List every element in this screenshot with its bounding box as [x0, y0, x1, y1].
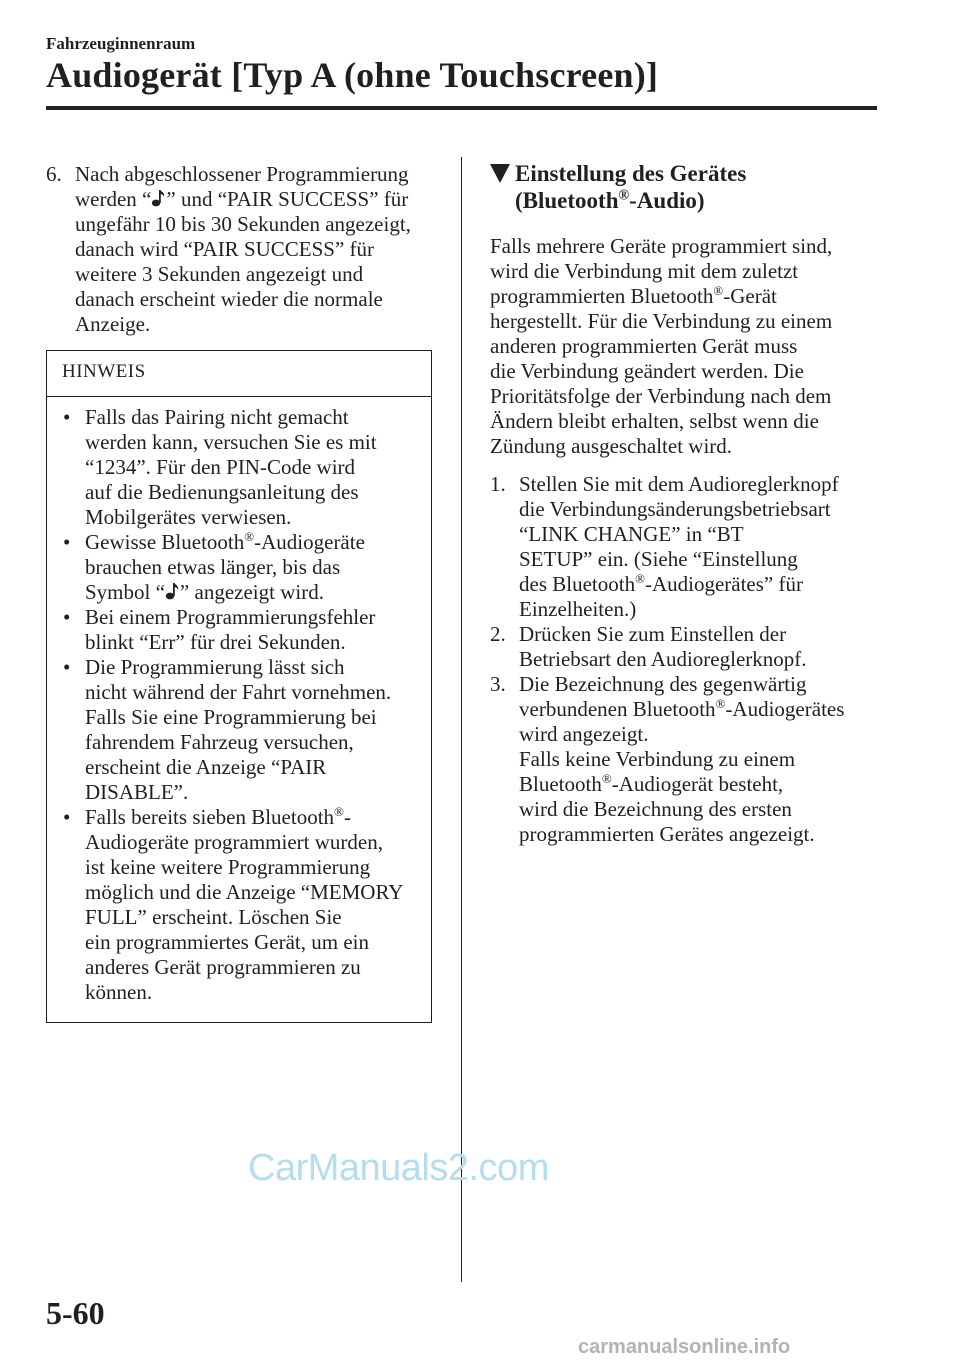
step-line: Falls keine Verbindung zu einem — [519, 747, 796, 771]
step-3 — [490, 672, 870, 847]
bullet-line: “1234”. Für den PIN-Code wird — [85, 455, 356, 479]
bullet-line: anderes Gerät programmieren zu — [85, 955, 361, 979]
step-line: die Verbindungsänderungsbetriebsart — [519, 497, 831, 521]
step-line: wird angezeigt. — [519, 722, 649, 746]
note-heading: HINWEIS — [47, 351, 431, 397]
bullet-line: nicht während der Fahrt vornehmen. — [85, 680, 392, 704]
registered-mark: ® — [618, 187, 630, 204]
intro-line: Prioritätsfolge der Verbindung nach dem — [490, 384, 832, 408]
page-title: Audiogerät [Typ A (ohne Touchscreen)] — [46, 55, 659, 95]
heading-line: (Bluetooth®-Audio) — [515, 187, 705, 213]
column-divider — [461, 157, 462, 1282]
note-bullets — [47, 397, 431, 1005]
note-bullet — [63, 605, 431, 655]
step-2 — [490, 622, 870, 672]
step-number: 2. — [490, 622, 506, 646]
step-line: weitere 3 Sekunden angezeigt und — [75, 262, 364, 286]
step-number: 1. — [490, 472, 506, 496]
step-line: danach erscheint wieder die normale — [75, 287, 383, 311]
intro-line: Ändern bleibt erhalten, selbst wenn die — [490, 409, 819, 433]
step-line: Drücken Sie zum Einstellen der — [519, 622, 787, 646]
step-line: danach wird “PAIR SUCCESS” für — [75, 237, 375, 261]
bullet-line: Falls Sie eine Programmierung bei — [85, 705, 377, 729]
step-line: ungefähr 10 bis 30 Sekunden angezeigt, — [75, 212, 411, 236]
step-line: SETUP” ein. (Siehe “Einstellung — [519, 547, 798, 571]
intro-line: anderen programmierten Gerät muss — [490, 334, 798, 358]
bullet-line: fahrendem Fahrzeug versuchen, — [85, 730, 354, 754]
bullet-line: ein programmiertes Gerät, um ein — [85, 930, 369, 954]
note-box — [46, 350, 432, 1023]
step-line: Die Bezeichnung des gegenwärtig — [519, 672, 807, 696]
intro-line: programmierten Bluetooth®-Gerät — [490, 283, 777, 308]
step-line: verbundenen Bluetooth®-Audiogerätes — [519, 696, 845, 721]
step-line: Stellen Sie mit dem Audioreglerknopf — [519, 472, 839, 496]
bullet-dot: • — [63, 605, 71, 629]
step-line: werden “ ” und “PAIR SUCCESS” für — [75, 187, 409, 211]
left-column — [46, 162, 441, 337]
music-note-icon — [151, 188, 166, 208]
intro-paragraph — [490, 234, 870, 459]
bullet-line: brauchen etwas länger, bis das — [85, 555, 341, 579]
bullet-line: blinkt “Err” für drei Sekunden. — [85, 630, 346, 654]
bullet-dot: • — [63, 530, 71, 554]
intro-line: wird die Verbindung mit dem zuletzt — [490, 259, 799, 283]
intro-line: hergestellt. Für die Verbindung zu einem — [490, 309, 833, 333]
registered-mark: ® — [635, 571, 645, 587]
bullet-line: Falls das Pairing nicht gemacht — [85, 405, 349, 429]
bullet-dot: • — [63, 405, 71, 429]
section-heading — [490, 160, 870, 214]
registered-mark: ® — [334, 804, 344, 820]
bullet-line: Symbol “ ” angezeigt wird. — [85, 580, 324, 604]
registered-mark: ® — [244, 529, 255, 545]
bullet-line: Gewisse Bluetooth®-Audiogeräte — [85, 529, 365, 554]
down-triangle-icon — [490, 164, 510, 183]
section-label: Fahrzeuginnenraum — [46, 34, 196, 53]
bullet-line: möglich und die Anzeige “MEMORY — [85, 880, 404, 904]
step-line: Nach abgeschlossener Programmierung — [75, 162, 409, 186]
bullet-line: Bei einem Programmierungsfehler — [85, 605, 376, 629]
intro-line: die Verbindung geändert werden. Die — [490, 359, 804, 383]
bullet-line: auf die Bedienungsanleitung des — [85, 480, 359, 504]
bullet-line: FULL” erscheint. Löschen Sie — [85, 905, 342, 929]
footer-watermark: carmanualsonline.info — [578, 1336, 791, 1358]
step-number: 3. — [490, 672, 506, 696]
heading-line: Einstellung des Gerätes — [515, 161, 747, 186]
bullet-line: Die Programmierung lässt sich — [85, 655, 345, 679]
registered-mark: ® — [713, 283, 724, 299]
bullet-line: können. — [85, 980, 153, 1004]
registered-mark: ® — [601, 771, 612, 787]
title-rule — [46, 106, 877, 110]
page-number: 5-60 — [46, 1295, 105, 1331]
registered-mark: ® — [715, 696, 726, 712]
step-1 — [490, 472, 870, 622]
step-line: Einzelheiten.) — [519, 597, 637, 621]
note-bullet — [63, 405, 431, 530]
step-line: programmierten Gerätes angezeigt. — [519, 822, 815, 846]
bullet-dot: • — [63, 655, 71, 679]
bullet-line: Audiogeräte programmiert wurden, — [85, 830, 383, 854]
note-bullet — [63, 530, 431, 605]
watermark: CarManuals2.com — [248, 1147, 549, 1189]
step-line: Betriebsart den Audioreglerknopf. — [519, 647, 807, 671]
bullet-line: werden kann, versuchen Sie es mit — [85, 430, 377, 454]
intro-line: Falls mehrere Geräte programmiert sind, — [490, 234, 833, 258]
step-line: “LINK CHANGE” in “BT — [519, 522, 744, 546]
step-6 — [46, 162, 441, 337]
step-line: Bluetooth®-Audiogerät besteht, — [519, 771, 784, 796]
bullet-line: erscheint die Anzeige “PAIR — [85, 755, 327, 779]
right-column — [490, 160, 870, 847]
note-bullet — [63, 655, 431, 805]
bullet-dot: • — [63, 805, 71, 829]
step-line: Anzeige. — [75, 312, 151, 336]
bullet-line: DISABLE”. — [85, 780, 189, 804]
step-line: des Bluetooth®-Audiogerätes” für — [519, 571, 803, 596]
bullet-line: ist keine weitere Programmierung — [85, 855, 371, 879]
intro-line: Zündung ausgeschaltet wird. — [490, 434, 733, 458]
music-note-icon — [165, 581, 180, 601]
note-bullet — [63, 805, 431, 1005]
bullet-line: Falls bereits sieben Bluetooth®- — [85, 804, 351, 829]
bullet-line: Mobilgerätes verwiesen. — [85, 505, 292, 529]
step-line: wird die Bezeichnung des ersten — [519, 797, 792, 821]
step-number: 6. — [46, 162, 62, 186]
